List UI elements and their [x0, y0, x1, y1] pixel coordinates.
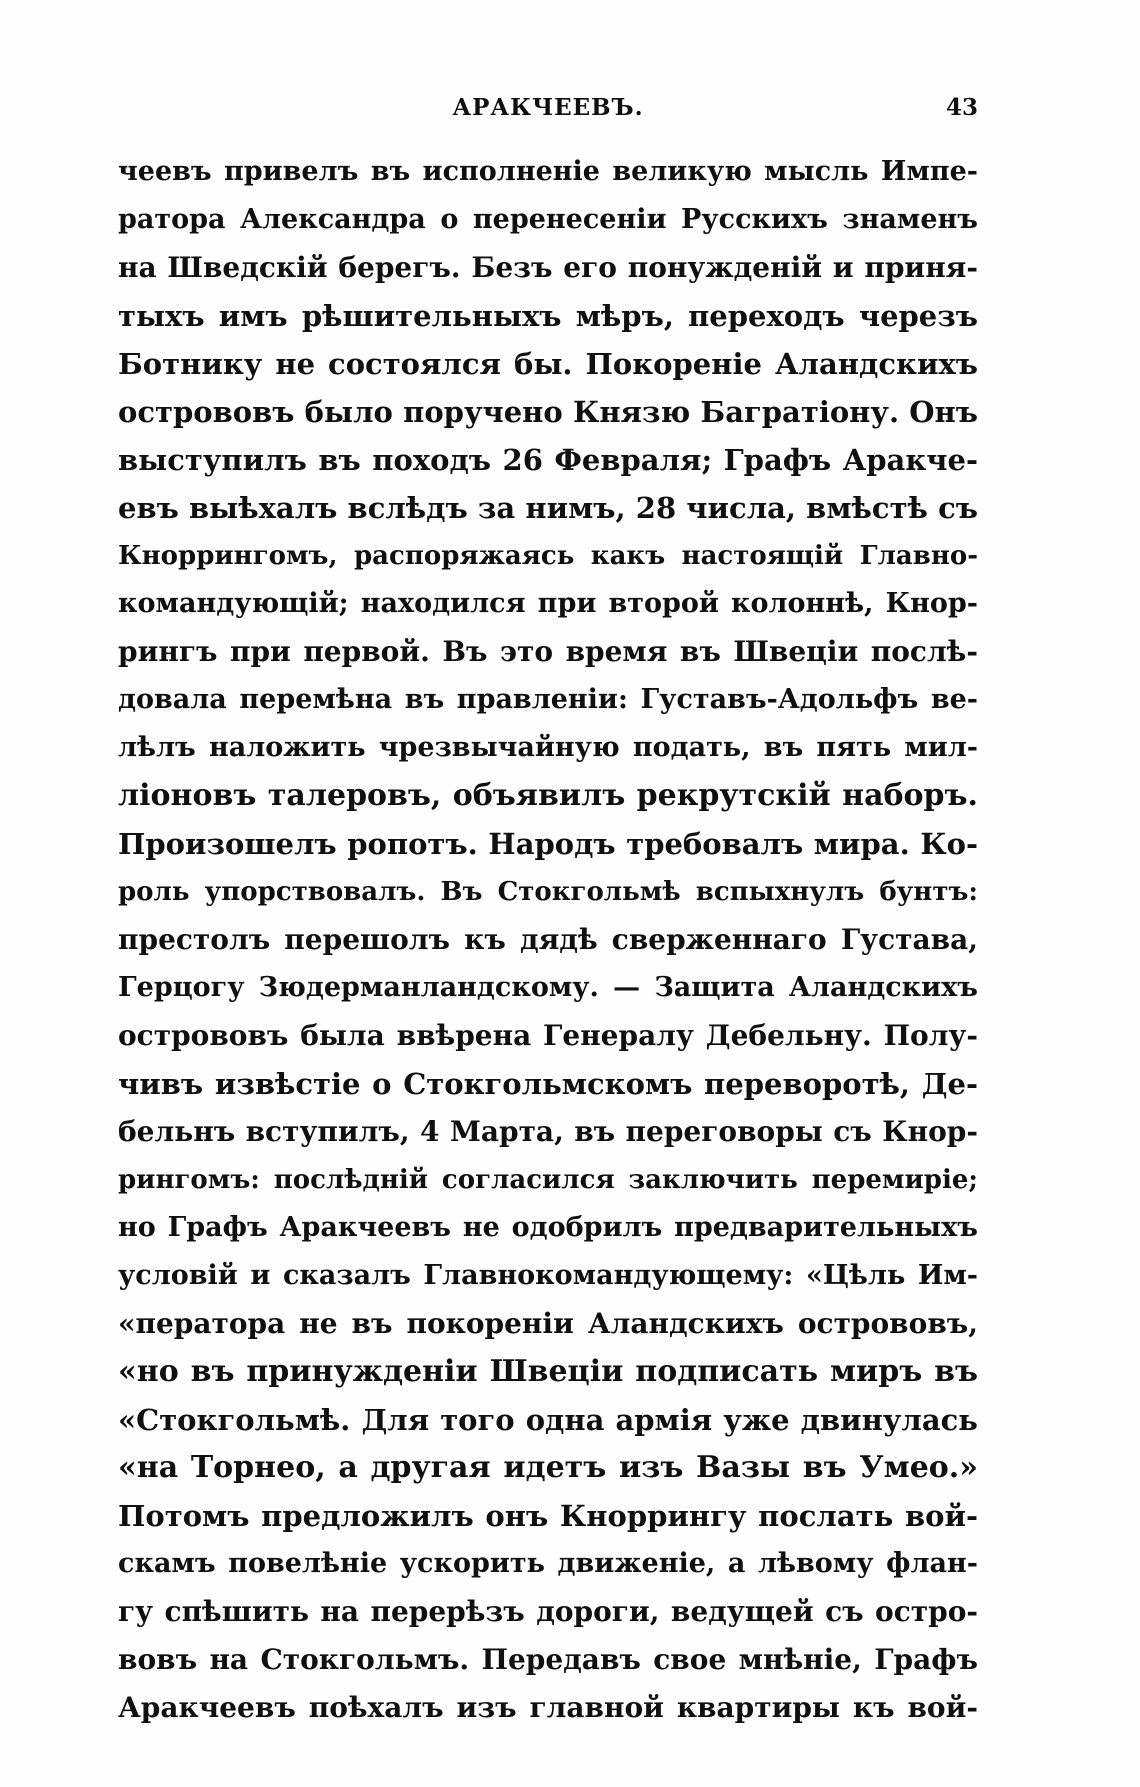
- text-line: «но въ принужденіи Швеціи подписать миръ въ: [118, 1354, 978, 1389]
- text-line: «на Торнео, а другая идетъ изъ Вазы въ Умео.»: [118, 1450, 978, 1485]
- text-line: бельнъ вступилъ, 4 Марта, въ переговоры съ Кнор-: [118, 1115, 978, 1148]
- text-line: командующій; находился при второй колоннѣ, Кнор-: [118, 588, 978, 619]
- text-line: роль упорствовалъ. Въ Стокгольмѣ вспыхнулъ бунтъ:: [118, 877, 978, 907]
- text-line: евъ выѣхалъ вслѣдъ за нимъ, 28 числа, вмѣстѣ съ: [118, 491, 978, 525]
- running-title: АРАКЧЕЕВЪ.: [452, 94, 644, 121]
- text-line: острововъ была ввѣрена Генералу Дебельну. Полу-: [118, 1019, 978, 1052]
- text-line: на Шведскій берегъ. Безъ его понужденій и приня-: [118, 251, 978, 284]
- page-header: [118, 88, 978, 128]
- text-line: гу спѣшить на перерѣзъ дороги, ведущей съ остро-: [118, 1595, 978, 1628]
- text-line: чивъ извѣстіе о Стокгольмскомъ переворотѣ, Де-: [118, 1067, 978, 1101]
- text-line: престолъ перешолъ къ дядѣ сверженнаго Густава,: [118, 923, 978, 956]
- page-number: 43: [945, 94, 978, 121]
- text-line: Аракчеевъ поѣхалъ изъ главной квартиры къ вой-: [118, 1691, 978, 1724]
- text-line: вовъ на Стокгольмъ. Передавъ свое мнѣніе, Графъ: [118, 1643, 978, 1676]
- text-line: лѣлъ наложить чрезвычайную подать, въ пять мил-: [118, 732, 978, 763]
- text-line: Герцогу Зюдерманландскому. — Защита Аландскихъ: [118, 972, 978, 1003]
- text-line: выступилъ въ походъ 26 Февраля; Графъ Аракче-: [118, 443, 978, 477]
- text-line: «Стокгольмѣ. Для того одна армія уже двинулась: [118, 1403, 978, 1437]
- text-line: тыхъ имъ рѣшительныхъ мѣръ, переходъ черезъ: [118, 299, 978, 333]
- text-line: но Графъ Аракчеевъ не одобрилъ предварительныхъ: [118, 1212, 978, 1243]
- text-line: рингъ при первой. Въ это время въ Швеціи послѣ-: [118, 635, 978, 668]
- text-line: острововъ было поручено Князю Багратіону. Онъ: [118, 395, 978, 429]
- text-line: условій и сказалъ Главнокомандующему: «Цѣль Им-: [118, 1260, 978, 1291]
- text-line: скамъ повелѣніе ускорить движеніе, а лѣвому флан-: [118, 1548, 978, 1579]
- text-line: Кноррингомъ, распоряжаясь какъ настоящій Главно-: [118, 541, 978, 571]
- text-line: Потомъ предложилъ онъ Кноррингу послать вой-: [118, 1499, 978, 1533]
- text-line: довала перемѣна въ правленіи: Густавъ-Адольфъ ве-: [118, 684, 978, 715]
- text-line: Ботнику не состоялся бы. Покореніе Аландскихъ: [118, 347, 978, 381]
- text-line: «ператора не въ покореніи Аландскихъ острововъ,: [118, 1307, 978, 1340]
- text-line: Произошелъ ропотъ. Народъ требовалъ мира. Ко-: [118, 827, 978, 861]
- body-text: [118, 148, 978, 1732]
- text-line: ратора Александра о перенесеніи Русскихъ знаменъ: [118, 204, 978, 235]
- text-line: рингомъ: послѣдній согласился заключить перемиріе;: [118, 1165, 978, 1195]
- text-line: чеевъ привелъ въ исполненіе великую мысль Импе-: [118, 156, 978, 187]
- text-line: ліоновъ талеровъ, объявилъ рекрутскій наборъ.: [118, 778, 978, 813]
